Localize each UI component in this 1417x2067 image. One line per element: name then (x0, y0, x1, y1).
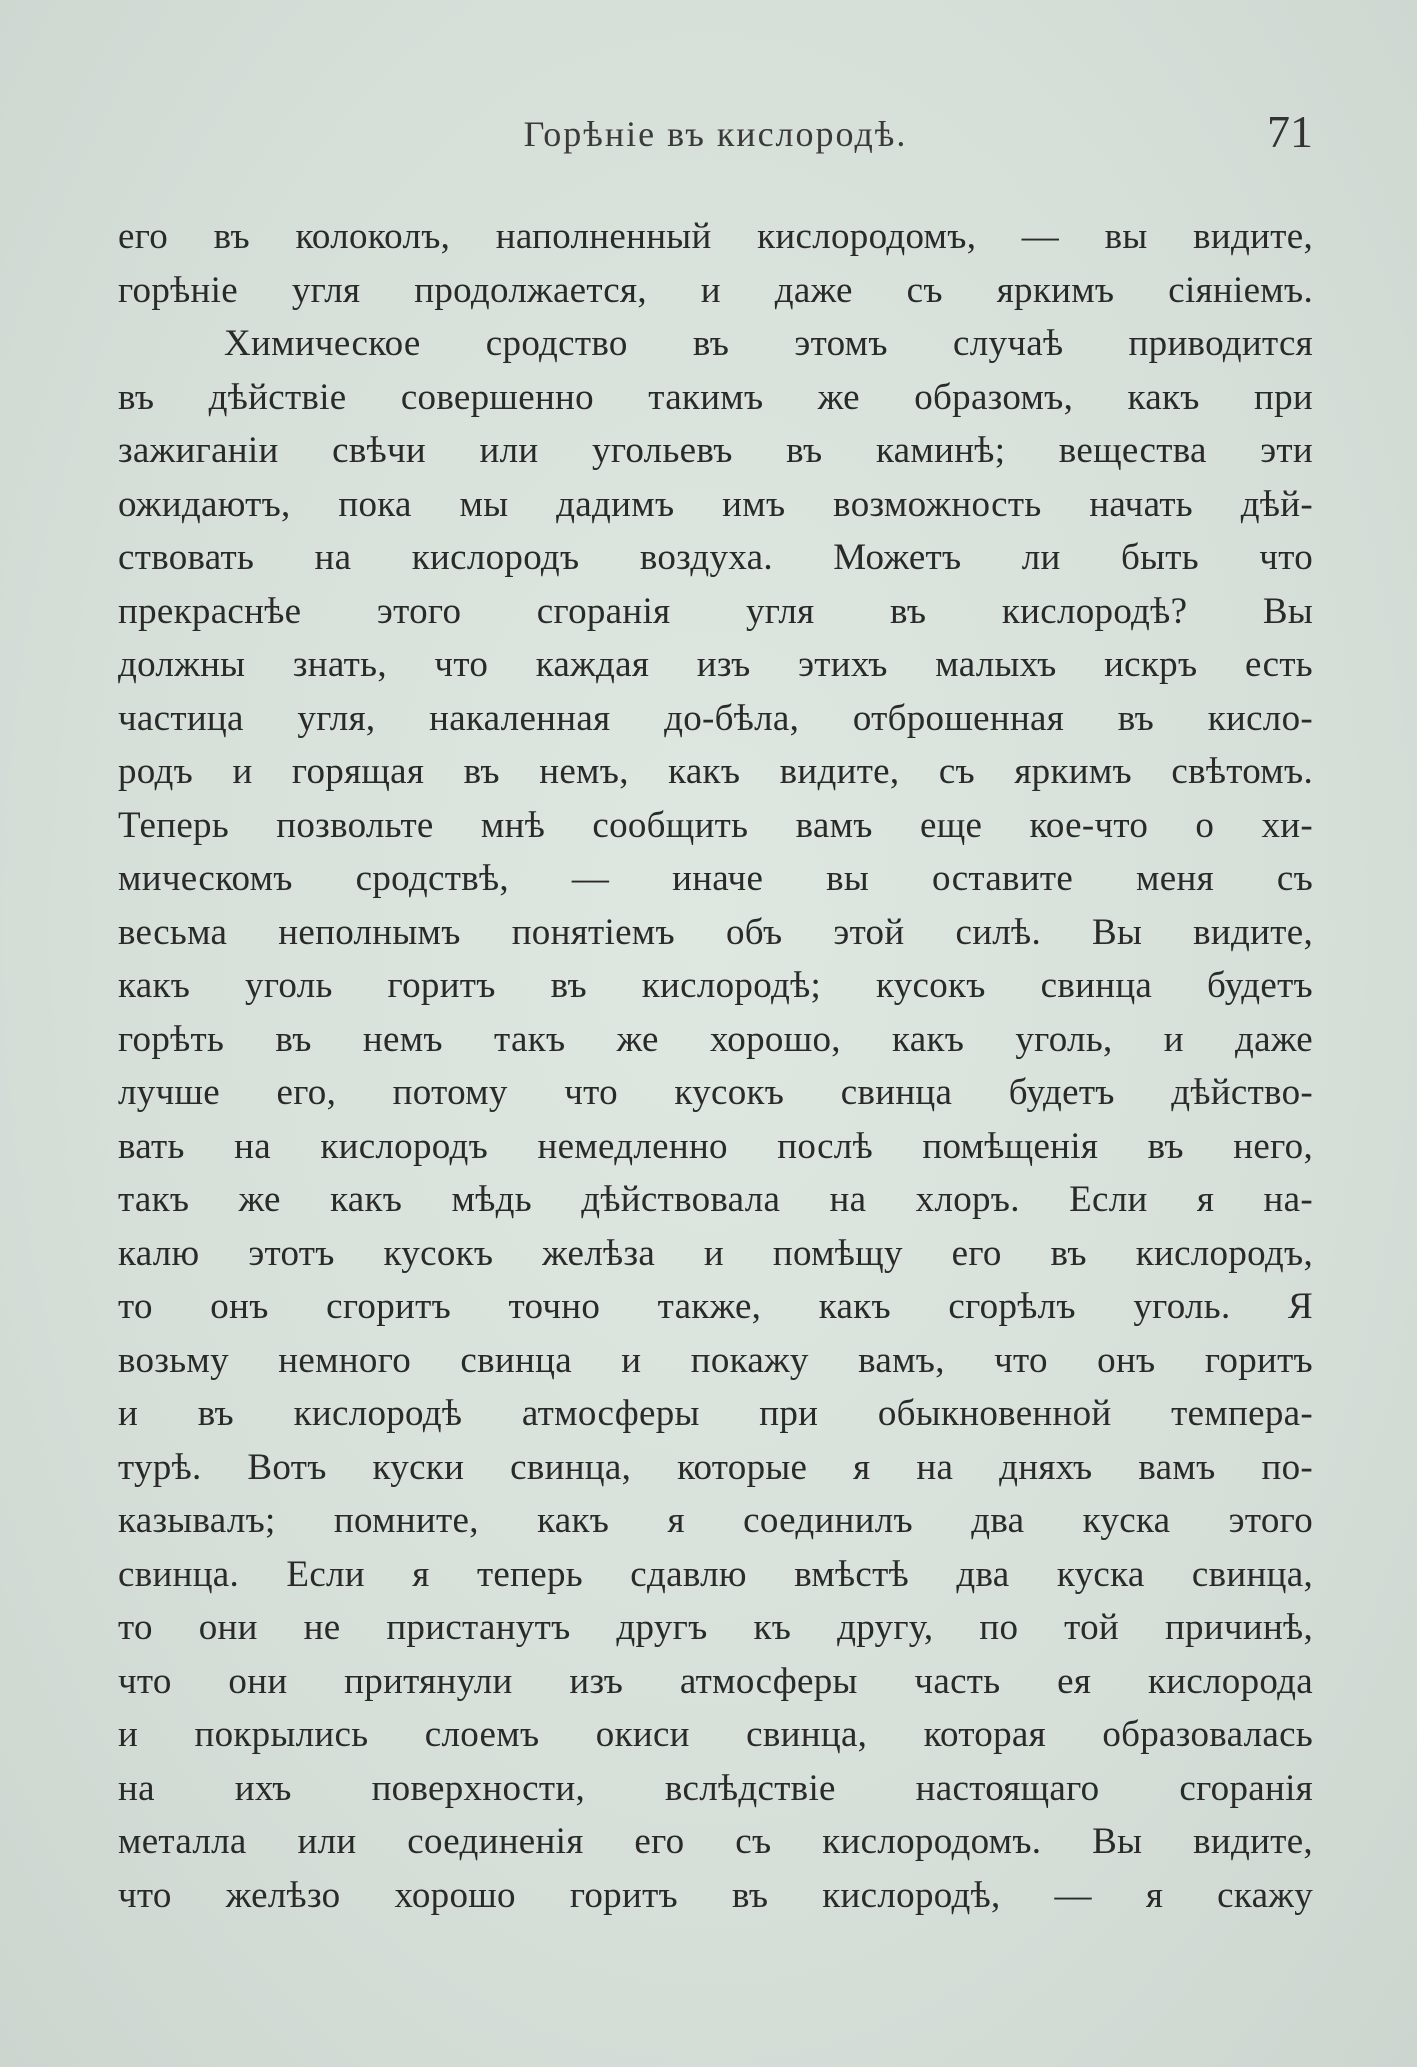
text-line: его въ колоколъ, наполненный кислородомъ, — вы видите, (118, 216, 1313, 257)
text-line: калю этотъ кусокъ желѣза и помѣщу его въ кислородъ, (118, 1232, 1313, 1274)
text-line: частица угля, накаленная до-бѣла, отброшенная въ кисло- (118, 697, 1313, 739)
text-line: горѣніе угля продолжается, и даже съ яркимъ сіяніемъ. (118, 269, 1313, 311)
text-line: что желѣзо хорошо горитъ въ кислородѣ, — я скажу (118, 1874, 1313, 1916)
text-line: что они притянули изъ атмосферы часть ея кислорода (118, 1660, 1313, 1702)
text-line: на ихъ поверхности, вслѣдствіе настоящаго сгоранія (118, 1767, 1313, 1809)
text-line: Теперь позвольте мнѣ сообщить вамъ еще кое-что о хи- (118, 804, 1313, 846)
text-line: въ дѣйствіе совершенно такимъ же образомъ, какъ при (118, 376, 1313, 418)
text-line: турѣ. Вотъ куски свинца, которые я на дняхъ вамъ по- (118, 1446, 1313, 1488)
text-line: Химическое сродство въ этомъ случаѣ приводится (224, 323, 1313, 364)
text-line: какъ уголь горитъ въ кислородѣ; кусокъ свинца будетъ (118, 965, 1313, 1006)
text-line: металла или соединенія его съ кислородомъ. Вы видите, (118, 1821, 1313, 1862)
text-line: то они не пристанутъ другъ къ другу, по той причинѣ, (118, 1607, 1313, 1648)
text-line: свинца. Если я теперь сдавлю вмѣстѣ два куска свинца, (118, 1553, 1313, 1595)
text-line: прекраснѣе этого сгоранія угля въ кислородѣ? Вы (118, 590, 1313, 632)
text-line: весьма неполнымъ понятіемъ объ этой силѣ. Вы видите, (118, 911, 1313, 953)
text-line: зажиганіи свѣчи или угольевъ въ каминѣ; вещества эти (118, 430, 1313, 471)
text-line: то онъ сгоритъ точно также, какъ сгорѣлъ уголь. Я (118, 1286, 1313, 1327)
page-number: 71 (1267, 106, 1313, 157)
text-line: ожидаютъ, пока мы дадимъ имъ возможность начать дѣй- (118, 483, 1313, 525)
text-line: возьму немного свинца и покажу вамъ, что онъ горитъ (118, 1339, 1313, 1381)
text-line: должны знать, что каждая изъ этихъ малыхъ искръ есть (118, 644, 1313, 685)
text-line: вать на кислородъ немедленно послѣ помѣщенія въ него, (118, 1125, 1313, 1167)
text-line: ствовать на кислородъ воздуха. Можетъ ли быть что (118, 537, 1313, 578)
text-line: такъ же какъ мѣдь дѣйствовала на хлоръ. Если я на- (118, 1179, 1313, 1220)
text-line: мическомъ сродствѣ, — иначе вы оставите меня съ (118, 858, 1313, 899)
text-line: лучше его, потому что кусокъ свинца будетъ дѣйство- (118, 1072, 1313, 1113)
running-head (118, 105, 1313, 165)
text-line: родъ и горящая въ немъ, какъ видите, съ яркимъ свѣтомъ. (118, 751, 1313, 792)
running-title: Горѣніе въ кислородѣ. (523, 114, 908, 154)
text-line: и въ кислородѣ атмосферы при обыкновенной темпера- (118, 1393, 1313, 1434)
body-text (118, 210, 1313, 1922)
text-line: и покрылись слоемъ окиси свинца, которая образовалась (118, 1714, 1313, 1755)
text-line: горѣть въ немъ такъ же хорошо, какъ уголь, и даже (118, 1018, 1313, 1060)
text-line: казывалъ; помните, какъ я соединилъ два куска этого (118, 1500, 1313, 1541)
